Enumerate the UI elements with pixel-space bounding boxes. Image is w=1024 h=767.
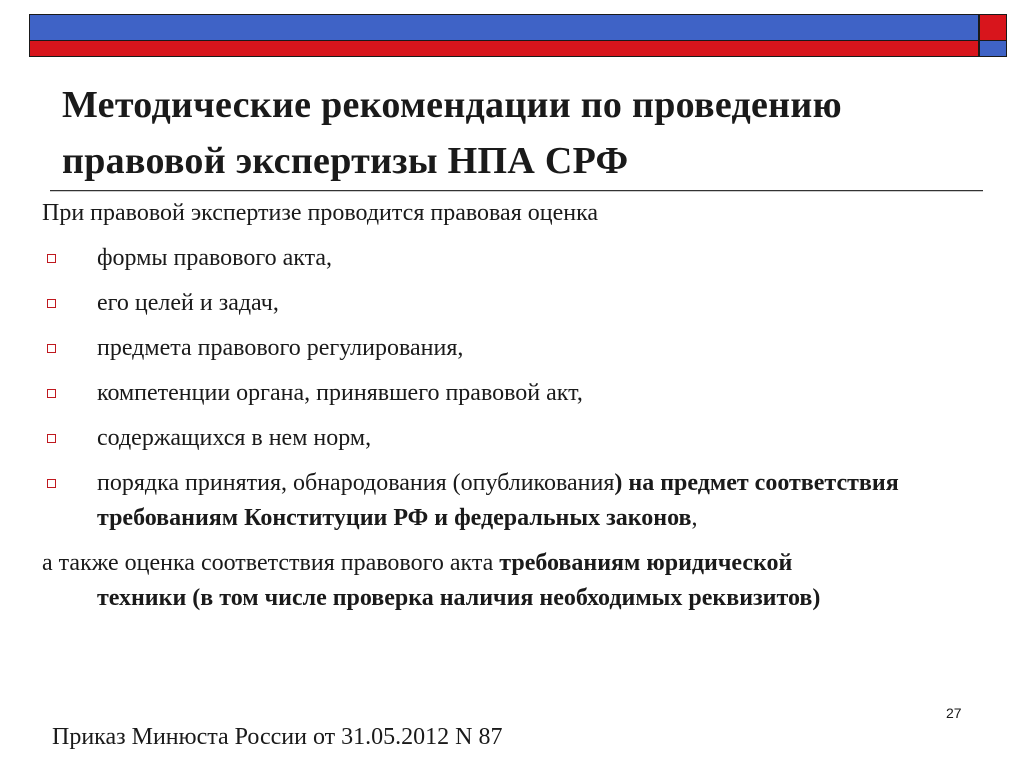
list-item	[42, 286, 1002, 321]
list-item-text: содержащихся в нем норм,	[97, 425, 372, 451]
page-number: 27	[946, 705, 962, 721]
list-item	[42, 241, 1002, 276]
outro-normal-text: а также оценка соответствия правового акта	[42, 550, 500, 576]
list-item-text: его целей и задач,	[97, 290, 279, 316]
outro-bold-text: требованиям юридической техники (в том числе проверка наличия необходимых реквизитов)	[97, 550, 821, 611]
intro-text: При правовой экспертизе проводится правовая оценка	[42, 200, 599, 226]
list-item-text: формы правового акта,	[97, 245, 333, 271]
slide-title: Методические рекомендации по проведению правовой экспертизы НПА СРФ	[62, 84, 842, 182]
list-item-text: порядка принятия, обнародования (опубликования	[97, 470, 615, 496]
list-item	[42, 331, 1002, 366]
square-bullet-icon	[47, 299, 56, 308]
list-item-text: предмета правового регулирования,	[97, 335, 464, 361]
bullet-list	[42, 241, 1002, 536]
list-item-tail: ,	[691, 505, 698, 531]
square-bullet-icon	[47, 389, 56, 398]
slide-body	[42, 196, 1002, 616]
list-item-bold-text: ) на предмет соответствия требованиям Конституции РФ и федеральных законов	[97, 470, 899, 531]
square-bullet-icon	[47, 479, 56, 488]
square-bullet-icon	[47, 344, 56, 353]
list-item	[42, 376, 1002, 411]
header-square-red	[979, 14, 1007, 41]
header-bar-blue	[29, 14, 979, 41]
square-bullet-icon	[47, 434, 56, 443]
header-square-blue	[979, 40, 1007, 57]
list-item-text: компетенции органа, принявшего правовой акт,	[97, 380, 583, 406]
square-bullet-icon	[47, 254, 56, 263]
header-bar-red	[29, 40, 979, 57]
list-item	[42, 466, 1002, 536]
title-divider	[50, 190, 983, 192]
source-citation: Приказ Минюста России от 31.05.2012 N 87	[52, 724, 503, 750]
list-item	[42, 421, 1002, 456]
outro-text	[42, 546, 1002, 616]
